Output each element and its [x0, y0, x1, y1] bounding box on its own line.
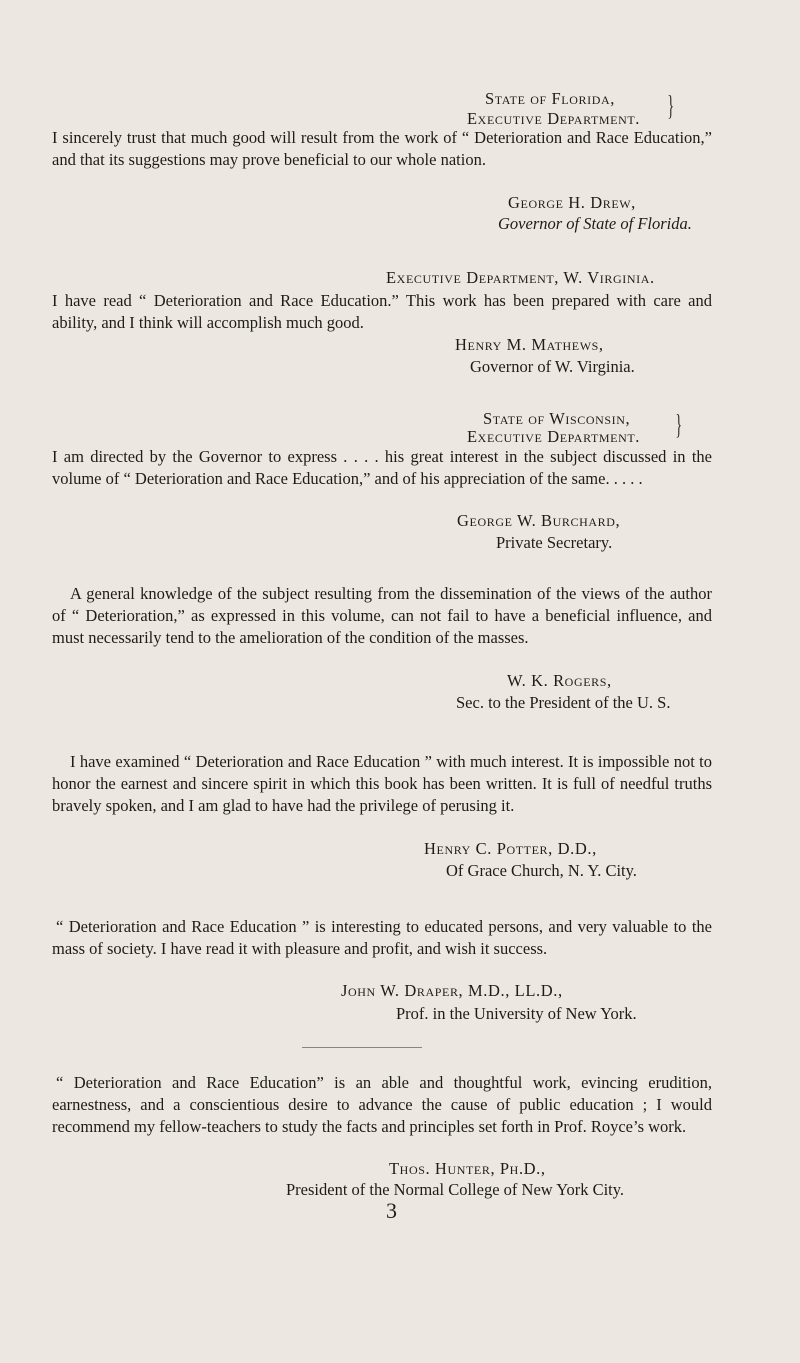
florida-header-line1: State of Florida,: [485, 89, 615, 108]
hunter-testimonial: “ Deterioration and Race Education” is an able and thoughtful work, evincing erudition, earnestness, and a conscientious desire to advance the cause of public education ; I would recommend my fellow-teachers to study the facts and principles set forth in Prof. Royce’s work.: [52, 1073, 712, 1136]
potter-signature: Henry C. Potter, D.D.,: [424, 839, 597, 858]
potter-title: Of Grace Church, N. Y. City.: [446, 861, 637, 880]
rogers-testimonial: A general knowledge of the subject resulting from the dissemination of the views of the author of “ Deterioration,” as expressed in this volume, can not fail to have a beneficial influence, and must necessarily tend to the amelioration of the condition of the masses.: [52, 584, 712, 647]
florida-testimonial: I sincerely trust that much good will result from the work of “ Deterioration and Race Education,” and that its suggestions may prove beneficial to our whole nation.: [52, 128, 712, 169]
hunter-signature: Thos. Hunter, Ph.D.,: [389, 1159, 546, 1178]
wv-testimonial: I have read “ Deterioration and Race Education.” This work has been prepared with care and ability, and I think will accomplish much good.: [52, 291, 712, 332]
draper-signature: John W. Draper, M.D., LL.D.,: [341, 981, 563, 1000]
brace-icon: }: [675, 410, 683, 441]
rogers-title: Sec. to the President of the U. S.: [456, 693, 671, 712]
wv-signature: Henry M. Mathews,: [455, 335, 604, 354]
florida-title: Governor of State of Florida.: [498, 214, 692, 233]
florida-signature: George H. Drew,: [508, 193, 636, 212]
brace-icon: }: [667, 91, 675, 122]
wisconsin-testimonial: I am directed by the Governor to express . . . . his great interest in the subject discussed in the volume of “ Deterioration and Race Education,” and of his appreciation of the same. . . . .: [52, 447, 712, 488]
wv-header: Executive Department, W. Virginia.: [386, 268, 655, 287]
hunter-title: President of the Normal College of New York City.: [286, 1180, 625, 1199]
wisconsin-header-line1: State of Wisconsin,: [483, 409, 631, 428]
florida-header-line2: Executive Department.: [467, 109, 641, 128]
rogers-signature: W. K. Rogers,: [507, 671, 612, 690]
page-number: 3: [386, 1198, 397, 1223]
wisconsin-header-line2: Executive Department.: [467, 427, 641, 446]
draper-title: Prof. in the University of New York.: [396, 1004, 637, 1023]
wisconsin-signature: George W. Burchard,: [457, 511, 621, 530]
section-divider: [302, 1047, 422, 1048]
wisconsin-title: Private Secretary.: [496, 533, 613, 552]
wv-title: Governor of W. Virginia.: [470, 357, 635, 376]
draper-testimonial: “ Deterioration and Race Education ” is interesting to educated persons, and very valuable to the mass of society. I have read it with pleasure and profit, and wish it success.: [52, 917, 712, 958]
potter-testimonial: I have examined “ Deterioration and Race Education ” with much interest. It is impossible not to honor the earnest and sincere spirit in which this book has been written. It is full of needful truths bravely spoken, and I am glad to have had the privilege of perusing it.: [52, 752, 712, 815]
